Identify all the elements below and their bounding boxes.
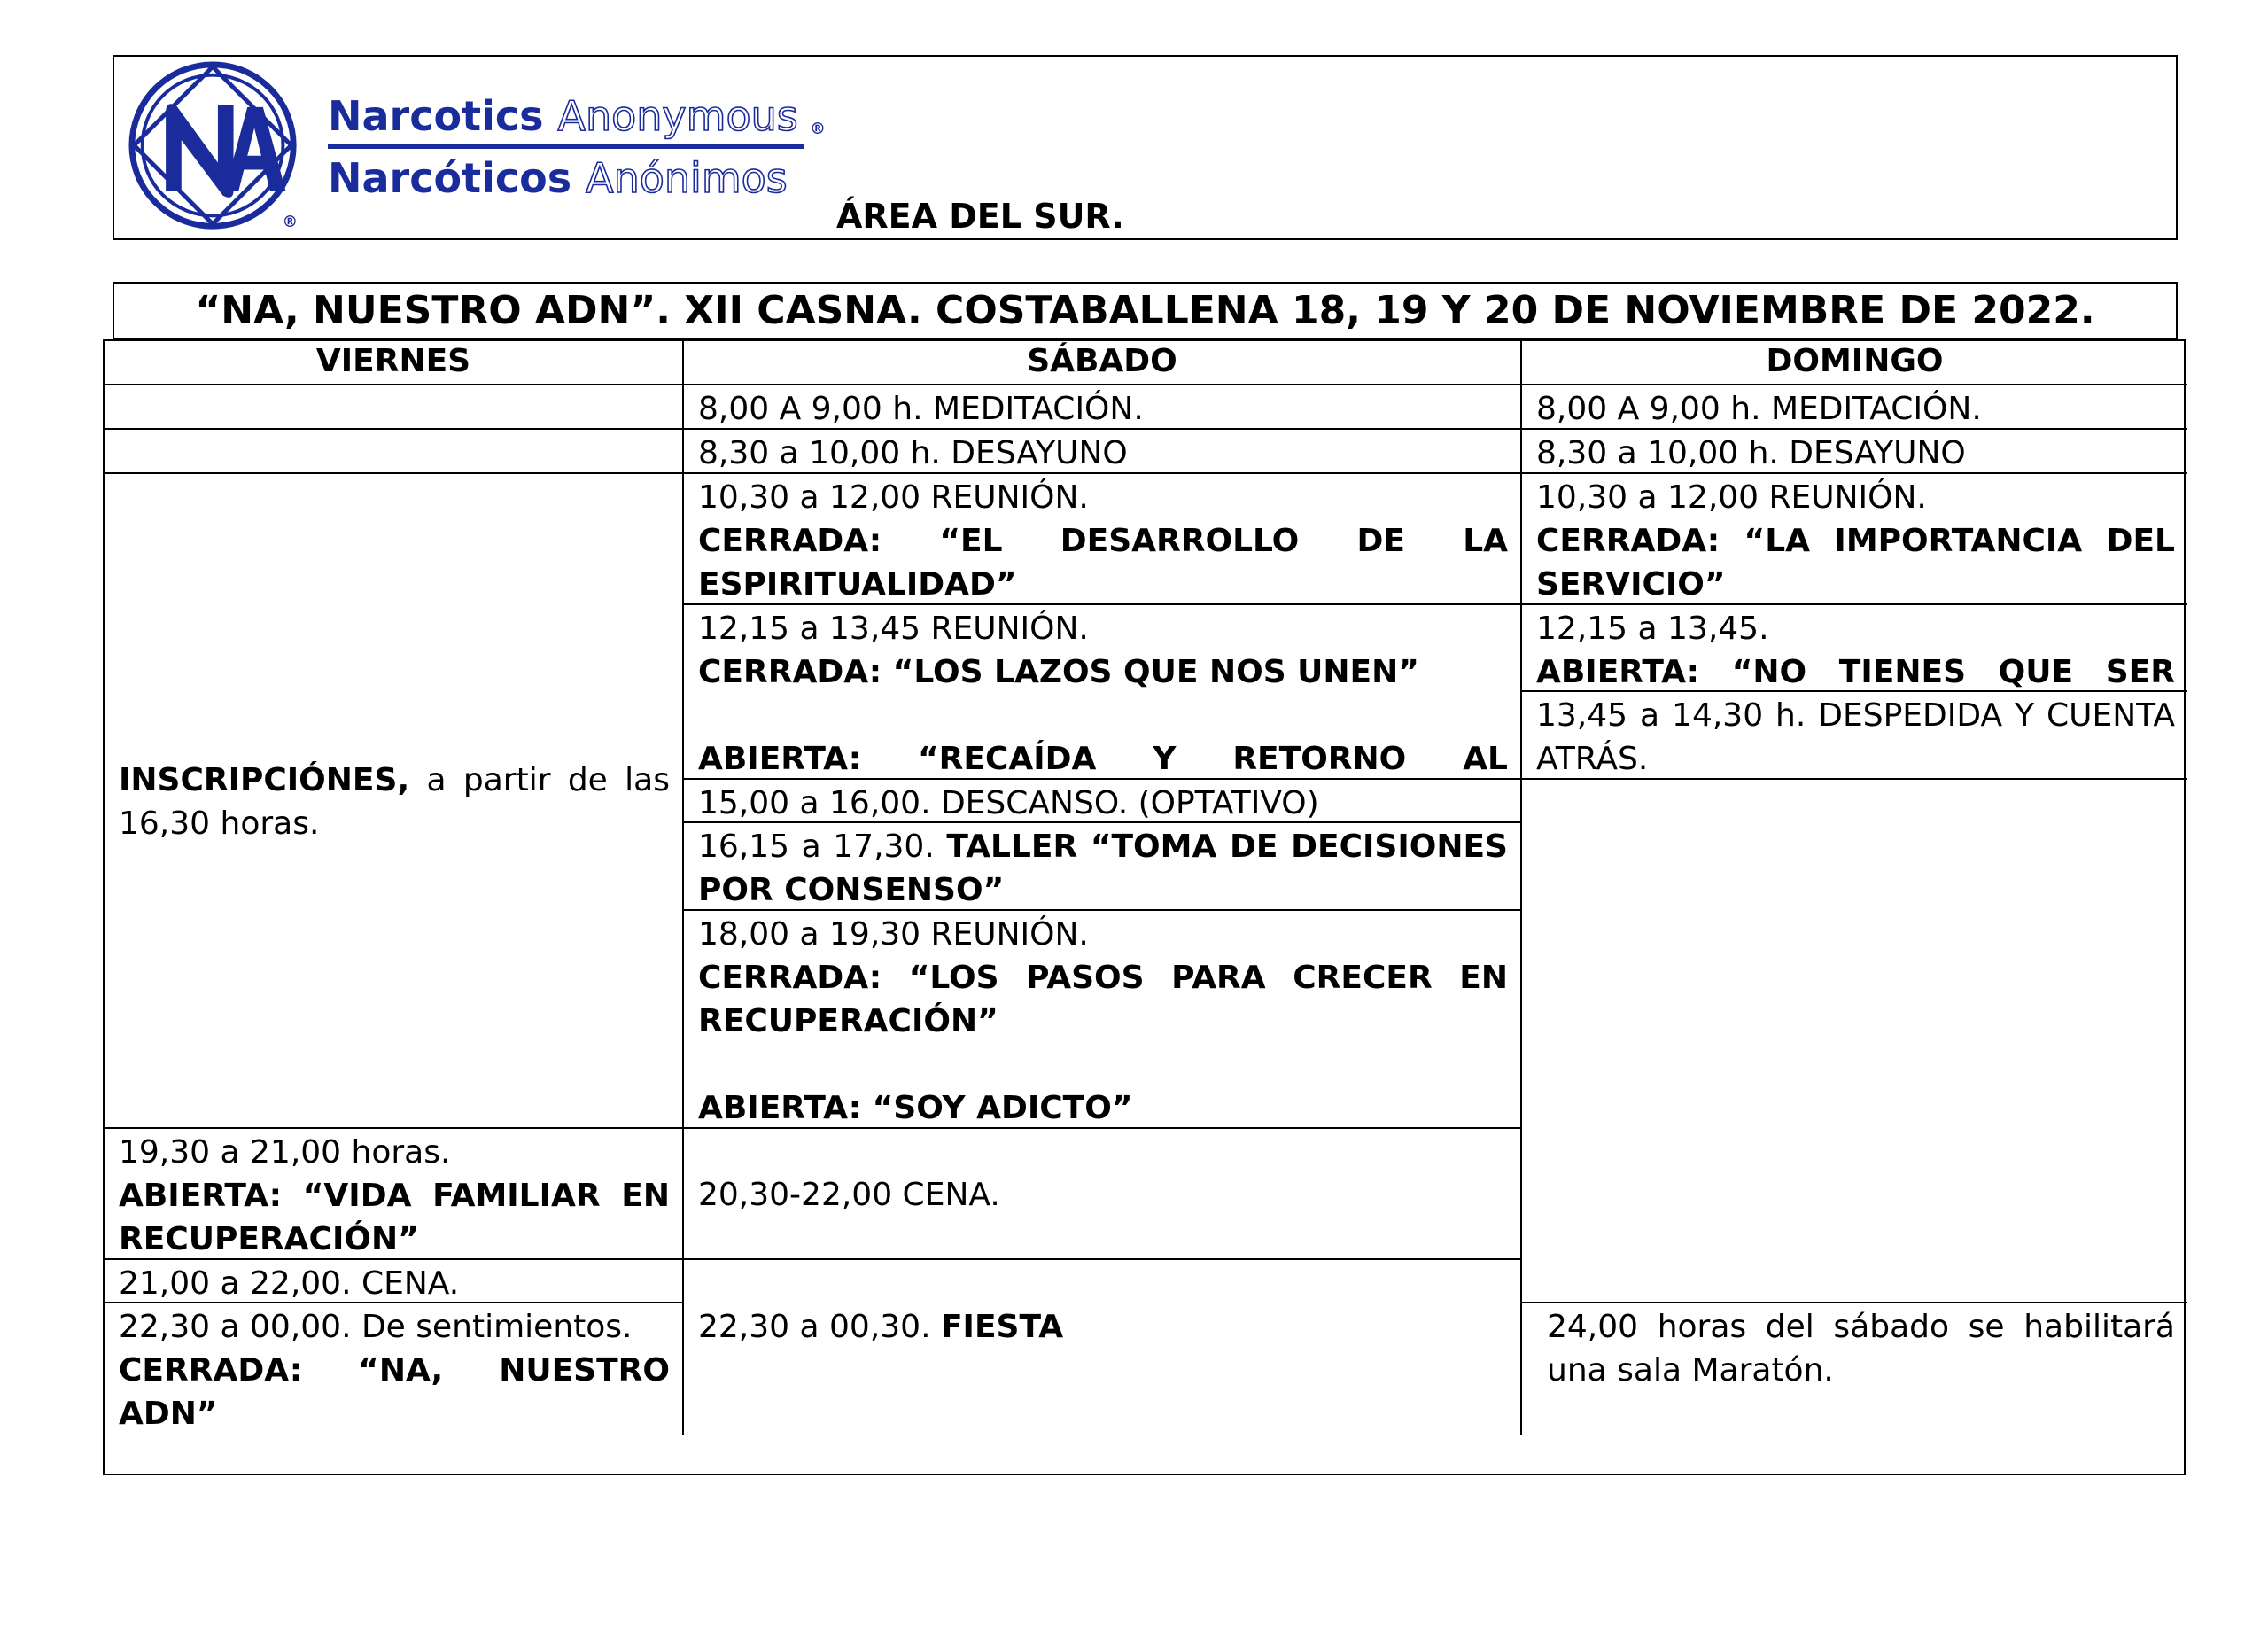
- domingo-despedida: 13,45 a 14,30 h. DESPEDIDA Y CUENTA ATRÁS.: [1522, 692, 2187, 780]
- registered-mark: ®: [810, 120, 826, 138]
- inscripciones-label: INSCRIPCIÓNES,: [119, 761, 410, 798]
- inscripciones-time: a partir de las 16,30 horas.: [119, 761, 670, 842]
- column-header-domingo: DOMINGO: [1522, 341, 2187, 385]
- na-logo-icon: [128, 60, 301, 234]
- sabado-fiesta-title: FIESTA: [940, 1309, 1064, 1345]
- sabado-reunion-3-time: 18,00 a 19,30 REUNIÓN.: [698, 916, 1089, 953]
- domingo-maraton: 24,00 horas del sábado se habilitará una sala Maratón.: [1547, 1309, 2175, 1389]
- sabado-cena: [684, 1129, 1522, 1260]
- brand-name-spanish: Narcóticos Anónimos: [328, 154, 788, 202]
- domingo-desayuno: 8,30 a 10,00 h. DESAYUNO: [1522, 430, 2187, 474]
- sabado-reunion-3-title-closed: CERRADA: “LOS PASOS PARA CRECER EN RECUPERACIÓN”: [698, 960, 1508, 1039]
- domingo-empty-cell: [1522, 780, 2187, 1303]
- sabado-cena-text: 20,30-22,00 CENA.: [698, 1176, 1000, 1213]
- viernes-inscripciones: [105, 474, 684, 1129]
- viernes-reunion-2: [105, 1303, 684, 1435]
- schedule-table: [103, 339, 2186, 1475]
- domingo-reunion-2-title: ABIERTA: “NO TIENES QUE SER: [1536, 654, 2175, 690]
- sabado-reunion-2: [684, 605, 1522, 780]
- viernes-empty-cell: [105, 430, 684, 474]
- sabado-reunion-1-time: 10,30 a 12,00 REUNIÓN.: [698, 479, 1089, 516]
- sabado-reunion-1-title: CERRADA: “EL DESARROLLO DE LA ESPIRITUALIDAD”: [698, 523, 1508, 603]
- sabado-fiesta-time: 22,30 a 00,30.: [698, 1309, 941, 1345]
- sabado-desayuno: 8,30 a 10,00 h. DESAYUNO: [684, 430, 1522, 474]
- viernes-empty-cell: [105, 385, 684, 430]
- domingo-reunion-2: [1522, 605, 2187, 692]
- sabado-reunion-2-title-closed: CERRADA: “LOS LAZOS QUE NOS UNEN”: [698, 654, 1419, 690]
- event-title: “NA, NUESTRO ADN”. XII CASNA. COSTABALLENA 18, 19 Y 20 DE NOVIEMBRE DE 2022.: [113, 282, 2178, 339]
- viernes-reunion-1: [105, 1129, 684, 1260]
- brand-name-english: Narcotics Anonymous: [328, 92, 798, 140]
- sabado-reunion-2-title-open: ABIERTA: “RECAÍDA Y RETORNO AL: [698, 741, 1508, 777]
- sabado-taller-time: 16,15 a 17,30.: [698, 829, 947, 865]
- area-label: ÁREA DEL SUR.: [836, 197, 1124, 236]
- column-header-sabado: SÁBADO: [684, 341, 1522, 385]
- sabado-reunion-2-time: 12,15 a 13,45 REUNIÓN.: [698, 611, 1089, 647]
- viernes-reunion-2-time: 22,30 a 00,00. De sentimientos.: [119, 1309, 633, 1345]
- sabado-taller-title: TALLER “TOMA DE DECISIONES POR CONSENSO”: [698, 829, 1508, 908]
- viernes-reunion-1-time: 19,30 a 21,00 horas.: [119, 1134, 451, 1171]
- sabado-descanso: 15,00 a 16,00. DESCANSO. (OPTATIVO): [684, 780, 1522, 823]
- domingo-reunion-1: [1522, 474, 2187, 605]
- domingo-reunion-2-time: 12,15 a 13,45.: [1536, 611, 1769, 647]
- sabado-reunion-1: [684, 474, 1522, 605]
- viernes-reunion-2-title: CERRADA: “NA, NUESTRO ADN”: [119, 1352, 670, 1432]
- sabado-meditacion: 8,00 A 9,00 h. MEDITACIÓN.: [684, 385, 1522, 430]
- viernes-cena: 21,00 a 22,00. CENA.: [105, 1260, 684, 1303]
- svg-text:®: ®: [282, 214, 299, 232]
- sabado-taller: [684, 823, 1522, 911]
- sabado-fiesta: [684, 1260, 1522, 1435]
- sabado-reunion-3: [684, 911, 1522, 1129]
- sabado-reunion-3-title-open: ABIERTA: “SOY ADICTO”: [698, 1090, 1133, 1126]
- brand-divider: [328, 144, 804, 149]
- domingo-reunion-1-title: CERRADA: “LA IMPORTANCIA DEL SERVICIO”: [1536, 523, 2175, 603]
- domingo-reunion-1-time: 10,30 a 12,00 REUNIÓN.: [1536, 479, 1927, 516]
- column-header-viernes: VIERNES: [105, 341, 684, 385]
- viernes-reunion-1-title: ABIERTA: “VIDA FAMILIAR EN RECUPERACIÓN”: [119, 1178, 670, 1257]
- domingo-meditacion: 8,00 A 9,00 h. MEDITACIÓN.: [1522, 385, 2187, 430]
